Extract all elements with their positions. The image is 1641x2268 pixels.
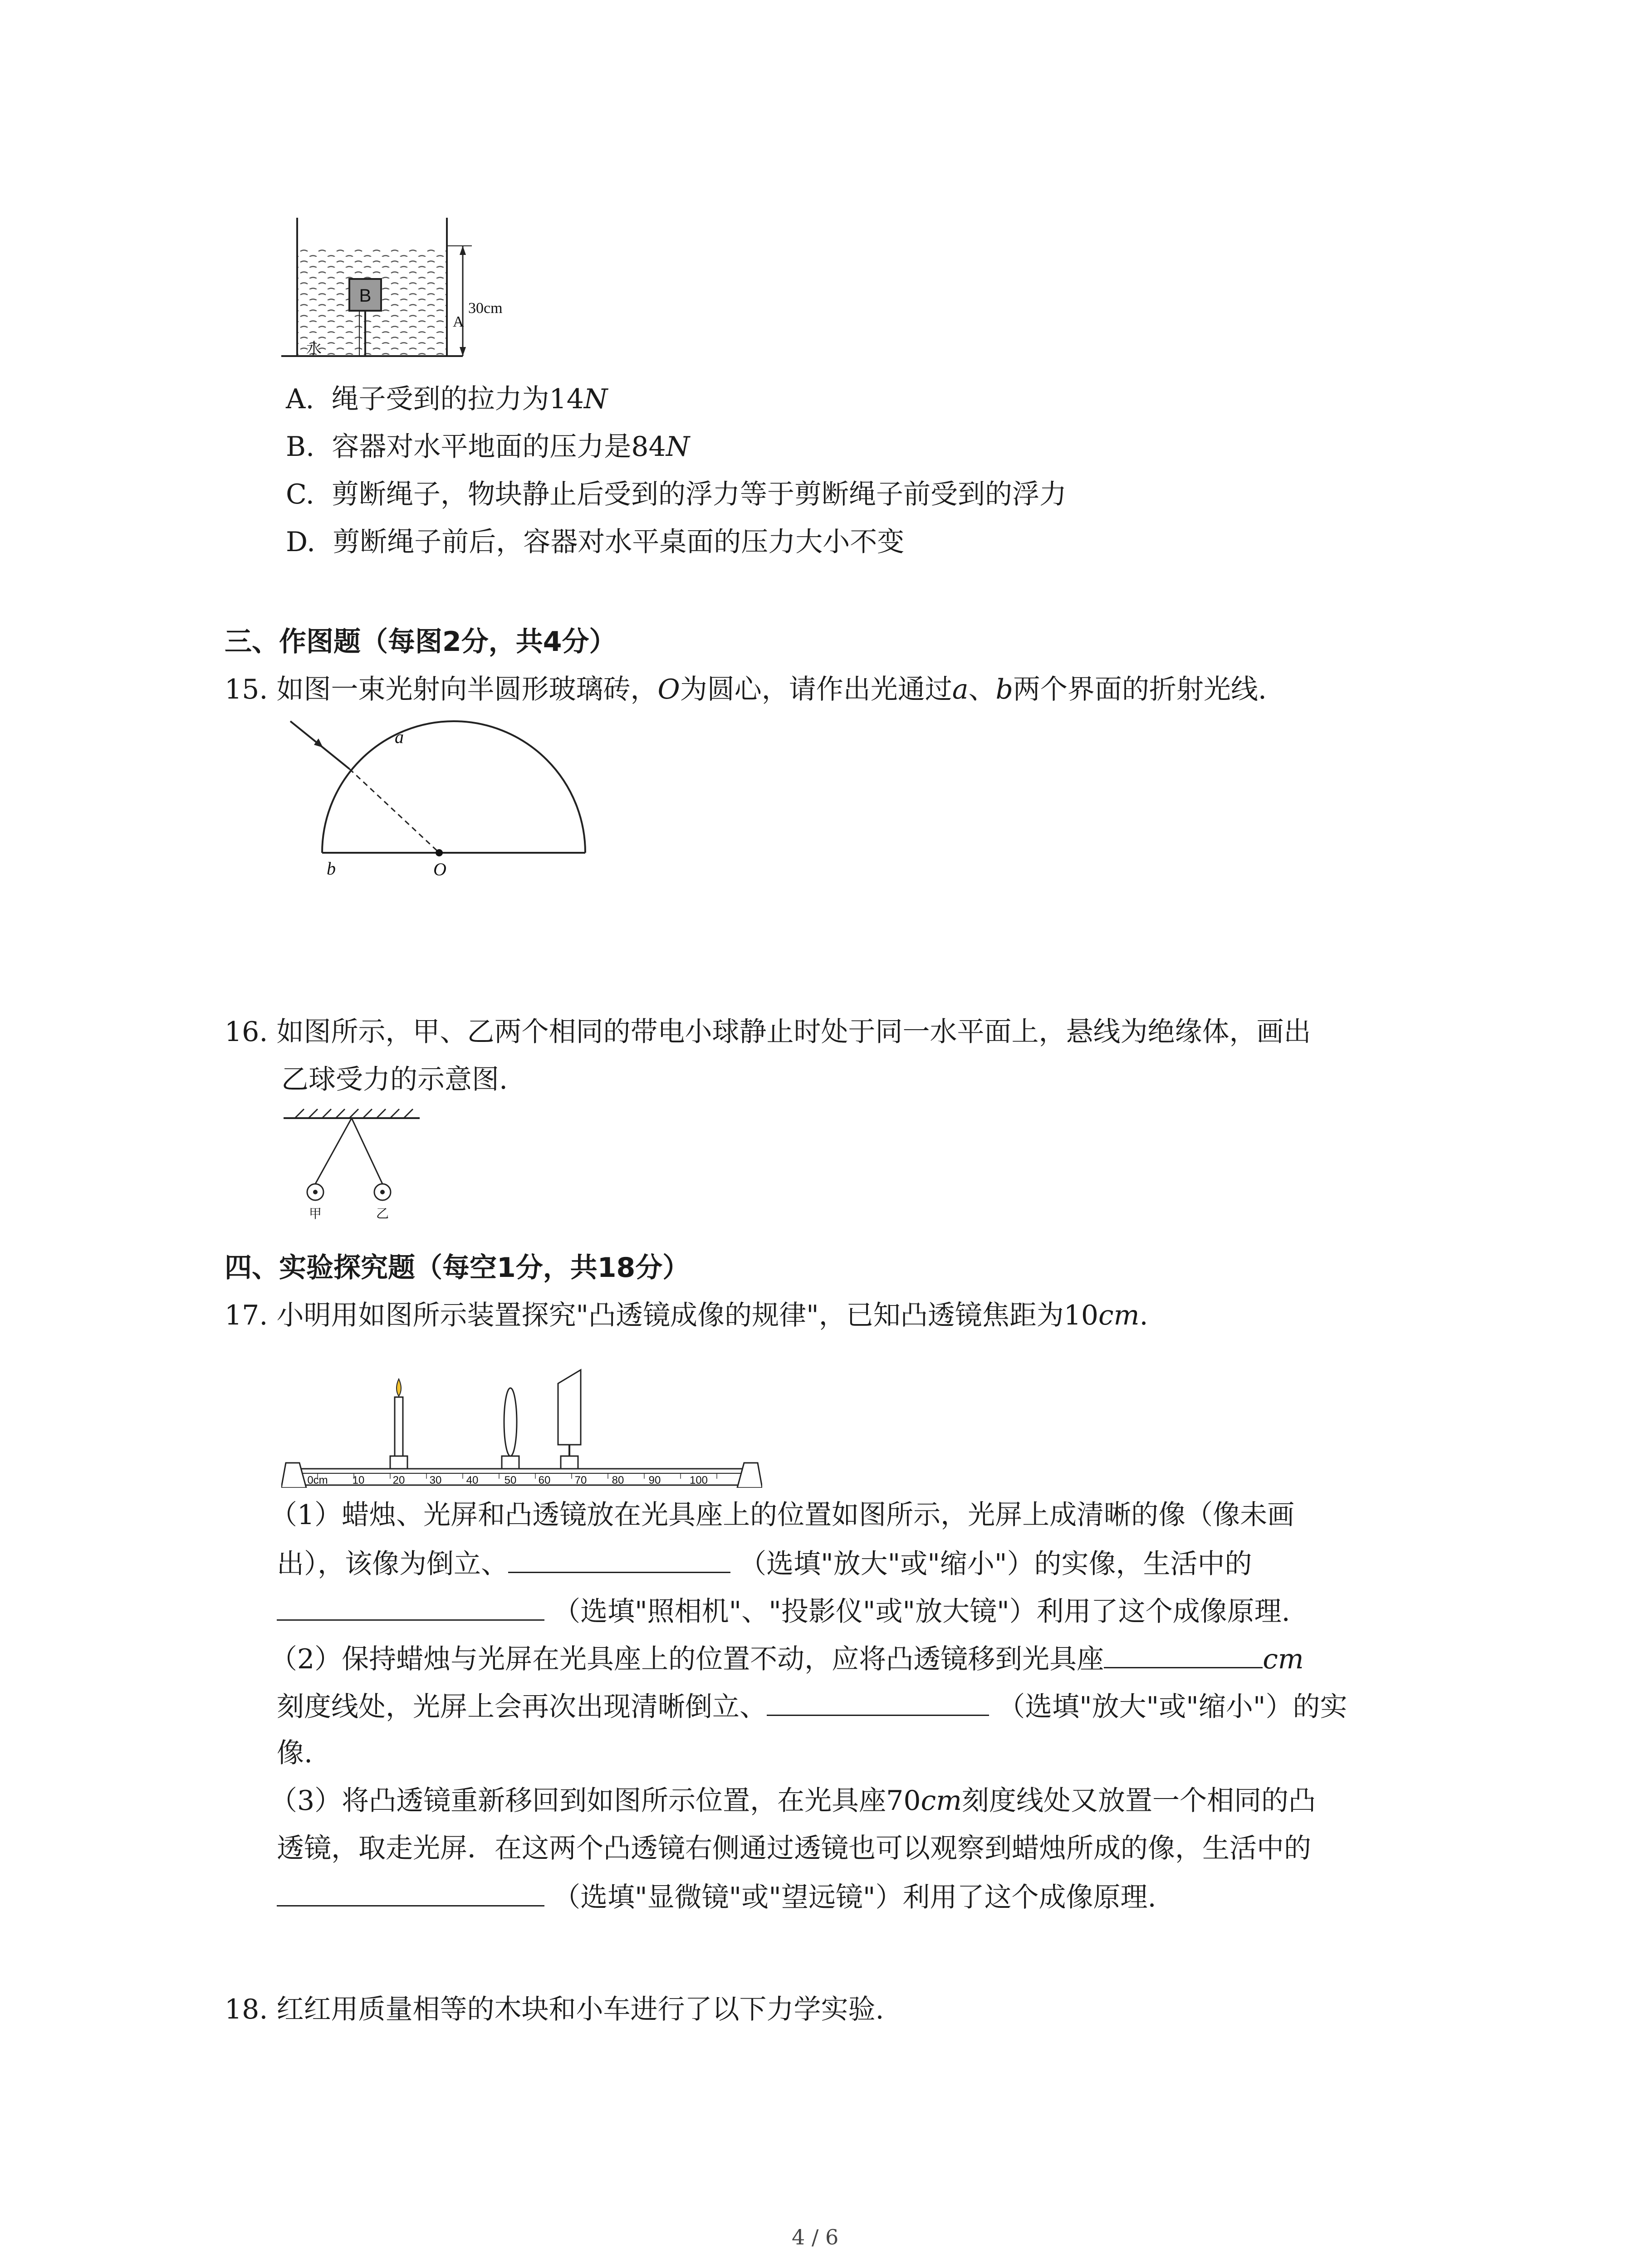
- label-jia: 甲: [309, 1206, 322, 1221]
- q17-part3-line1: （3）将凸透镜重新移回到如图所示位置，在光具座70cm刻度线处又放置一个相同的凸: [270, 1785, 1316, 1817]
- tick-90: 90: [648, 1474, 661, 1486]
- container-figure: [281, 213, 517, 376]
- option-d: D. 剪断绳子前后，容器对水平桌面的压力大小不变: [286, 526, 905, 558]
- tick-100: 100: [689, 1474, 708, 1486]
- tick-40: 40: [466, 1474, 479, 1486]
- label-A: A: [453, 313, 464, 330]
- hanging-balls-figure: [284, 1107, 433, 1225]
- q17-part1-line2: 出），该像为倒立、 （选填"放大"或"缩小"）的实像，生活中的: [277, 1545, 1252, 1582]
- answer-blank-2[interactable]: [277, 1592, 544, 1621]
- label-a: a: [395, 727, 404, 747]
- answer-blank-5[interactable]: [277, 1878, 544, 1906]
- q17-part3-line2: 透镜，取走光屏．在这两个凸透镜右侧通过透镜也可以观察到蜡烛所成的像，生活中的: [277, 1833, 1311, 1864]
- q17-part1-line1: （1）蜡烛、光屏和凸透镜放在光具座上的位置如图所示，光屏上成清晰的像（像未画: [270, 1499, 1295, 1531]
- question-16-line2: 乙球受力的示意图.: [281, 1064, 508, 1095]
- label-b: b: [327, 858, 336, 879]
- tick-50: 50: [504, 1474, 517, 1486]
- page-number: 4 / 6: [792, 2225, 839, 2249]
- semicircle-figure: [281, 717, 599, 880]
- answer-blank-4[interactable]: [767, 1687, 989, 1716]
- tick-80: 80: [612, 1474, 624, 1486]
- optical-bench-figure: [281, 1347, 762, 1488]
- option-b: B. 容器对水平地面的压力是84N: [286, 431, 690, 463]
- tick-30: 30: [429, 1474, 442, 1486]
- option-a: A. 绳子受到的拉力为14N: [286, 383, 608, 415]
- question-16-line1: 16. 如图所示，甲、乙两个相同的带电小球静止时处于同一水平面上，悬线为绝缘体，画出: [225, 1016, 1311, 1048]
- q17-part1-line3: （选填"照相机"、"投影仪"或"放大镜"）利用了这个成像原理.: [277, 1592, 1290, 1630]
- q17-part3-line3: （选填"显微镜"或"望远镜"）利用了这个成像原理.: [277, 1878, 1156, 1916]
- tick-10: 10: [352, 1474, 365, 1486]
- answer-blank-3[interactable]: [1104, 1640, 1263, 1668]
- q17-part2-line3: 像.: [277, 1737, 313, 1769]
- tick-20: 20: [392, 1474, 405, 1486]
- label-30cm: 30cm: [468, 300, 503, 317]
- q17-part2-line2: 刻度线处，光屏上会再次出现清晰倒立、 （选填"放大"或"缩小"）的实: [277, 1687, 1347, 1725]
- q17-part2-line1: （2）保持蜡烛与光屏在光具座上的位置不动，应将凸透镜移到光具座 cm: [270, 1640, 1304, 1677]
- tick-70: 70: [574, 1474, 587, 1486]
- answer-blank-1[interactable]: [508, 1545, 730, 1573]
- label-O: O: [433, 859, 446, 880]
- label-water: 水: [306, 340, 322, 358]
- question-18: 18. 红红用质量相等的木块和小车进行了以下力学实验.: [225, 1994, 884, 2025]
- tick-0: 0cm: [307, 1474, 328, 1486]
- question-17: 17. 小明用如图所示装置探究"凸透镜成像的规律"，已知凸透镜焦距为10cm.: [225, 1300, 1148, 1331]
- option-c: C. 剪断绳子，物块静止后受到的浮力等于剪断绳子前受到的浮力: [286, 479, 1067, 510]
- question-15: 15. 如图一束光射向半圆形玻璃砖，O为圆心，请作出光通过a、b两个界面的折射光线.: [225, 674, 1267, 705]
- section-3-title: 三、作图题（每图2分，共4分）: [225, 626, 617, 658]
- tick-60: 60: [538, 1474, 551, 1486]
- label-yi: 乙: [376, 1206, 389, 1221]
- label-B: B: [359, 286, 372, 306]
- section-4-title: 四、实验探究题（每空1分，共18分）: [225, 1252, 690, 1284]
